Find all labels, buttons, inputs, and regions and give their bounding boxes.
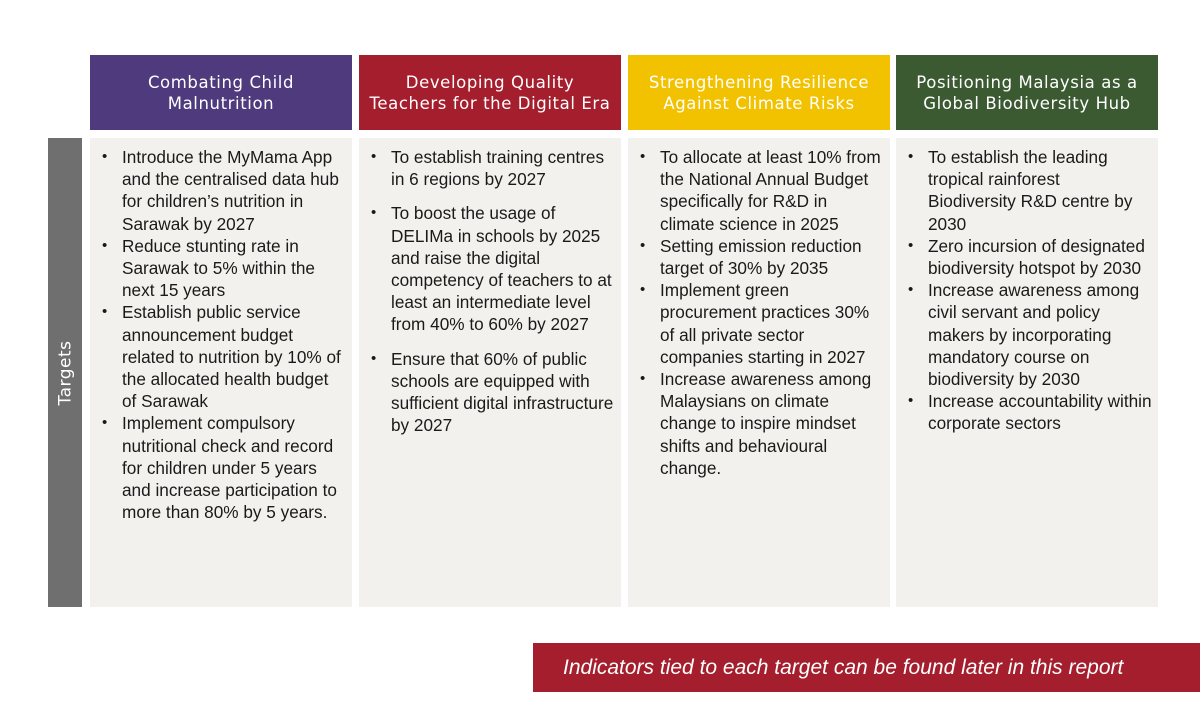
target-item: • Ensure that 60% of public schools are equipped with sufficient digital infrastructure by 2027 (369, 348, 615, 437)
target-item: • Zero incursion of designated biodiversity hotspot by 2030 (906, 235, 1152, 279)
footer-text: Indicators tied to each target can be found later in this report (563, 655, 1124, 679)
column-header (628, 55, 890, 130)
target-item: • To establish training centres in 6 regions by 2027 (369, 146, 615, 190)
target-list (100, 146, 346, 523)
target-item: • Increase awareness among Malaysians on climate change to inspire mindset shifts and behavioural change. (638, 368, 884, 479)
target-list (638, 146, 884, 479)
target-item: • To allocate at least 10% from the National Annual Budget specifically for R&D in climate science in 2025 (638, 146, 884, 235)
target-item: • Increase awareness among civil servant and policy makers by incorporating mandatory course on biodiversity by 2030 (906, 279, 1152, 390)
column-body (628, 138, 890, 607)
target-list (369, 146, 615, 436)
column-title: Developing Quality Teachers for the Digital Era (369, 72, 611, 113)
column-biodiversity-hub (896, 55, 1158, 607)
target-item: • To boost the usage of DELIMa in schools by 2025 and raise the digital competency of teachers to at least an intermediate level from 40% to 60% by 2027 (369, 202, 615, 335)
target-item: • Setting emission reduction target of 30% by 2035 (638, 235, 884, 279)
target-item: • Introduce the MyMama App and the centralised data hub for children’s nutrition in Sarawak by 2027 (100, 146, 346, 235)
column-body (90, 138, 352, 607)
target-item: • Increase accountability within corporate sectors (906, 390, 1152, 434)
targets-side-label-text: Targets (55, 340, 76, 405)
column-body (896, 138, 1158, 607)
column-climate-resilience (628, 55, 890, 607)
targets-side-label (48, 138, 82, 607)
column-title: Strengthening Resilience Against Climate Risks (648, 72, 870, 113)
target-item: • Reduce stunting rate in Sarawak to 5% within the next 15 years (100, 235, 346, 302)
target-item: • To establish the leading tropical rainforest Biodiversity R&D centre by 2030 (906, 146, 1152, 235)
column-title: Combating Child Malnutrition (147, 72, 295, 113)
column-child-malnutrition (90, 55, 352, 607)
target-item: • Establish public service announcement budget related to nutrition by 10% of the allocated health budget of Sarawak (100, 301, 346, 412)
target-list (906, 146, 1152, 435)
column-quality-teachers (359, 55, 621, 607)
column-header (359, 55, 621, 130)
indicators-footer-banner (533, 643, 1200, 692)
target-item: • Implement compulsory nutritional check and record for children under 5 years and increase participation to more than 80% by 5 years. (100, 412, 346, 523)
target-item: • Implement green procurement practices 30% of all private sector companies starting in 2027 (638, 279, 884, 368)
column-body (359, 138, 621, 607)
column-header (90, 55, 352, 130)
column-title: Positioning Malaysia as a Global Biodiversity Hub (916, 72, 1138, 113)
column-header (896, 55, 1158, 130)
